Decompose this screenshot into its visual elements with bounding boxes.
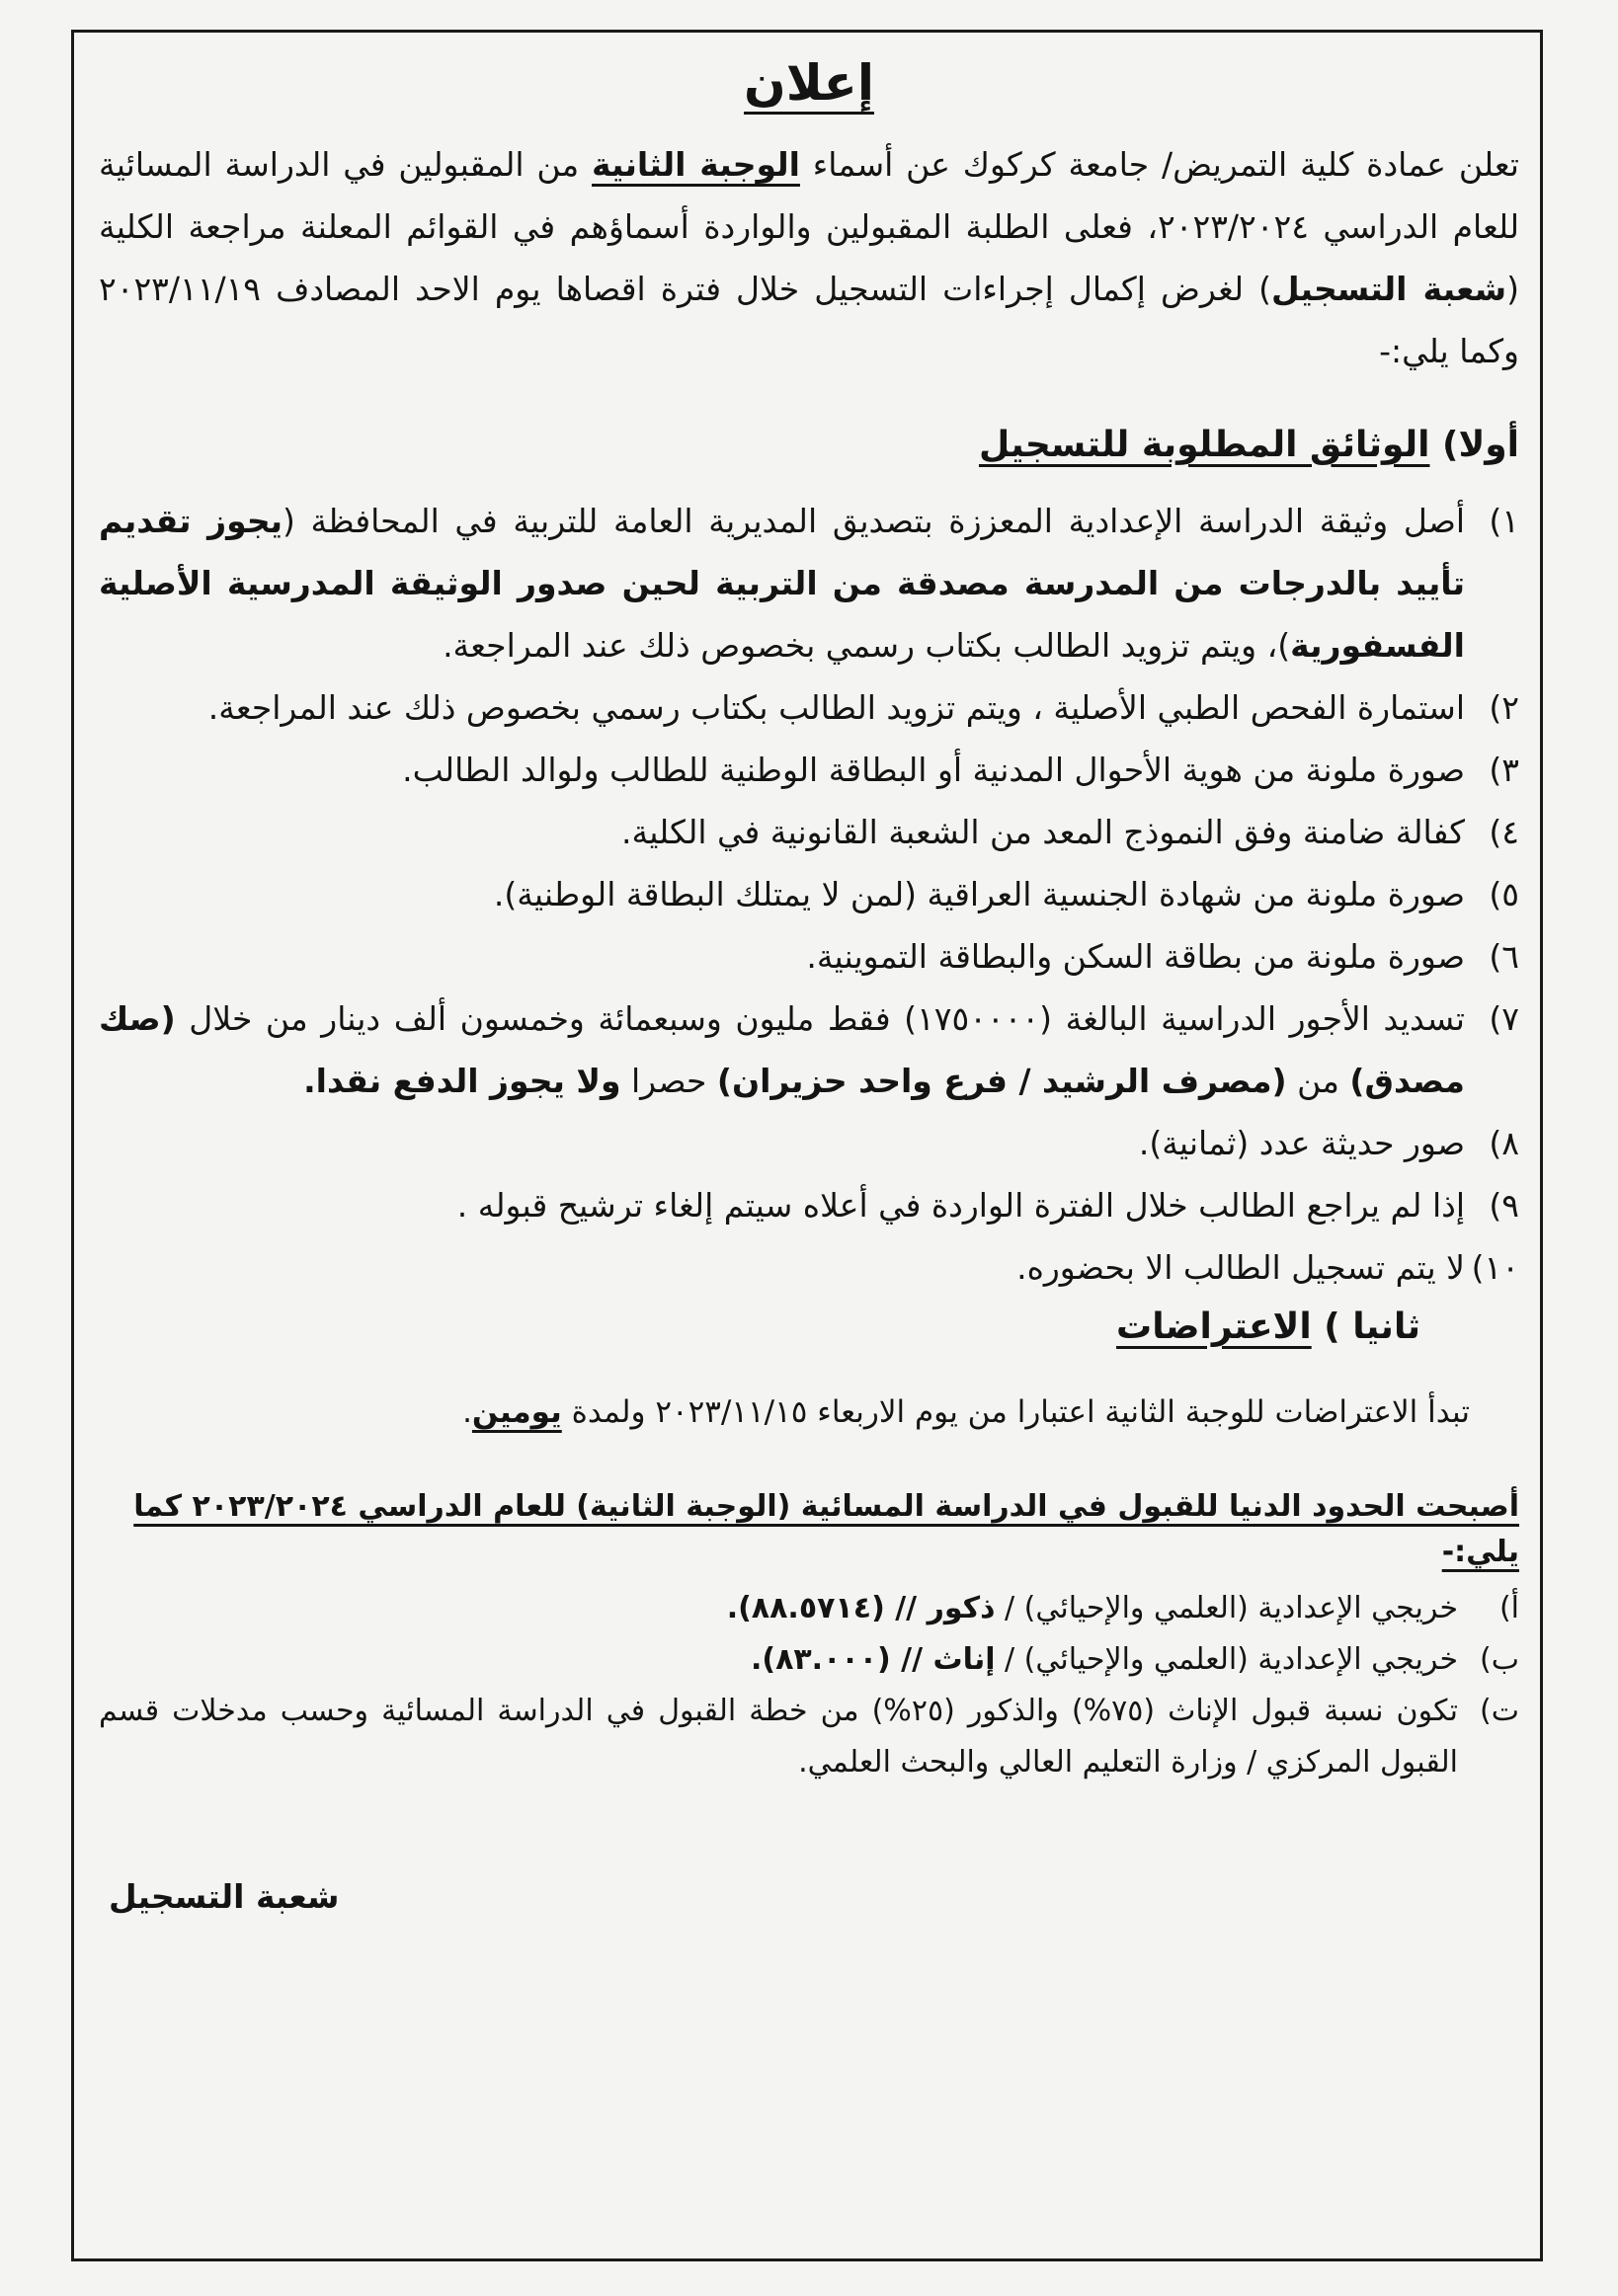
item-text: صورة ملونة من هوية الأحوال المدنية أو البطاقة الوطنية للطالب ولوالد الطالب. <box>402 751 1465 789</box>
list-item <box>99 1686 1519 1788</box>
item-text-part: تسديد الأجور الدراسية البالغة (١٧٥٠٠٠٠) فقط مليون وسبعمائة وخمسون ألف دينار من خلال <box>175 999 1465 1038</box>
item-text: تكون نسبة قبول الإناث (٧٥%) والذكور (٢٥%) من خطة القبول في الدراسة المسائية وحسب مدخلات قسم القبول المركزي / وزارة التعليم العالي والبحث العلمي. <box>99 1694 1459 1780</box>
item-text <box>99 1583 1458 1634</box>
item-text-bold: يجوز تقديم تأييد بالدرجات من المدرسة مصدقة من التربية لحين صدور الوثيقة المدرسية الأصلية الفسفورية <box>99 502 1465 665</box>
item-number: ٦) <box>1489 937 1519 976</box>
documents-list <box>99 490 1519 1299</box>
item-text-part: من <box>1286 1062 1350 1100</box>
list-item <box>99 863 1519 925</box>
list-item <box>99 1236 1519 1299</box>
item-text <box>99 490 1465 676</box>
intro-batch: الوجبة الثانية <box>592 145 800 184</box>
item-text <box>99 988 1465 1112</box>
objection-text: تبدأ الاعتراضات للوجبة الثانية اعتبارا من يوم الاربعاء ٢٠٢٣/١١/١٥ ولمدة <box>561 1394 1470 1430</box>
item-text <box>99 1634 1458 1686</box>
item-number: ٥) <box>1489 875 1519 913</box>
item-text-part: )، ويتم تزويد الطالب بكتاب رسمي بخصوص ذلك عند المراجعة. <box>443 626 1291 665</box>
intro-text-3: ) لغرض إكمال إجراءات التسجيل خلال فترة اقصاها يوم الاحد المصادف ٢٠٢٣/١١/١٩ وكما يلي:- <box>99 270 1519 370</box>
item-number: ت) <box>1480 1694 1519 1728</box>
section1-prefix: أولا) <box>1429 425 1519 465</box>
item-text: صورة ملونة من شهادة الجنسية العراقية (لمن لا يمتلك البطاقة الوطنية). <box>493 875 1465 913</box>
item-number: ب) <box>1480 1642 1519 1677</box>
section-documents-heading <box>99 418 1519 472</box>
intro-paragraph <box>99 133 1519 382</box>
item-text-part: أصل وثيقة الدراسة الإعدادية المعززة بتصديق المديرية العامة للتربية في المحافظة ( <box>283 502 1466 540</box>
item-text-bold: ولا يجوز الدفع نقدا. <box>303 1062 621 1100</box>
item-text: إذا لم يراجع الطالب خلال الفترة الواردة في أعلاه سيتم إلغاء ترشيح قبوله . <box>456 1186 1465 1225</box>
section2-prefix: ثانيا ) <box>1311 1306 1420 1347</box>
title-text: إعلان <box>744 54 874 112</box>
item-number: ١) <box>1489 502 1519 540</box>
item-number: أ) <box>1498 1591 1519 1625</box>
item-number: ٨) <box>1489 1124 1519 1162</box>
list-item <box>99 676 1519 739</box>
item-text-bold: (مصرف الرشيد / فرع واحد حزيران) <box>716 1062 1287 1100</box>
list-item <box>99 490 1519 676</box>
announcement-title <box>99 54 1519 112</box>
item-text: استمارة الفحص الطبي الأصلية ، ويتم تزويد الطالب بكتاب رسمي بخصوص ذلك عند المراجعة. <box>207 688 1465 727</box>
item-text-bold: إناث // (٨٣.٠٠٠). <box>750 1642 996 1677</box>
item-number: ٣) <box>1489 751 1519 789</box>
item-text-bold: ذكور // (٨٨.٥٧١٤). <box>726 1591 996 1625</box>
section1-title: الوثائق المطلوبة للتسجيل <box>978 425 1430 465</box>
item-text-part: خريجي الإعدادية (العلمي والإحيائي) / <box>995 1642 1458 1677</box>
item-text: كفالة ضامنة وفق النموذج المعد من الشعبة القانونية في الكلية. <box>621 813 1465 851</box>
objection-paragraph <box>99 1387 1470 1437</box>
intro-registration-unit: شعبة التسجيل <box>1271 270 1507 308</box>
intro-text-2: من المقبولين في الدراسة المسائية للعام الدراسي ٢٠٢٣/٢٠٢٤، فعلى الطلبة المقبولين والواردة أسماؤهم في القوائم المعلنة مراجعة الكلية ( <box>99 145 1519 308</box>
limits-list <box>99 1583 1519 1788</box>
list-item <box>99 925 1519 988</box>
item-number: ١٠) <box>1471 1248 1519 1287</box>
list-item <box>99 1634 1519 1686</box>
item-text: صورة ملونة من بطاقة السكن والبطاقة التموينية. <box>806 937 1465 976</box>
signature: شعبة التسجيل <box>109 1877 340 1916</box>
item-text-part: حصرا <box>620 1062 717 1100</box>
announcement-body <box>99 54 1519 1916</box>
list-item <box>99 1112 1519 1174</box>
list-item <box>99 1583 1519 1634</box>
item-number: ٤) <box>1489 813 1519 851</box>
objection-duration: يومين <box>471 1394 562 1430</box>
item-number: ٩) <box>1489 1186 1519 1225</box>
objection-end: . <box>462 1394 472 1430</box>
list-item <box>99 739 1519 801</box>
list-item <box>99 801 1519 863</box>
item-number: ٧) <box>1489 999 1519 1038</box>
section-objections-heading <box>99 1303 1420 1352</box>
signature-wrapper <box>99 1877 1519 1916</box>
list-item <box>99 1174 1519 1236</box>
item-text: صور حديثة عدد (ثمانية). <box>1138 1124 1465 1162</box>
section2-title: الاعتراضات <box>1116 1306 1312 1347</box>
item-number: ٢) <box>1489 688 1519 727</box>
limits-title: أصبحت الحدود الدنيا للقبول في الدراسة المسائية (الوجبة الثانية) للعام الدراسي ٢٠٢٣/٢٠٢٤ كما يلي:- <box>133 1489 1519 1569</box>
item-text-bold: (صك مصدق) <box>99 999 1465 1100</box>
item-text: لا يتم تسجيل الطالب الا بحضوره. <box>1016 1248 1465 1287</box>
list-item <box>99 988 1519 1112</box>
intro-text-1: تعلن عمادة كلية التمريض/ جامعة كركوك عن أسماء <box>799 145 1519 184</box>
item-text-part: خريجي الإعدادية (العلمي والإحيائي) / <box>995 1591 1458 1625</box>
